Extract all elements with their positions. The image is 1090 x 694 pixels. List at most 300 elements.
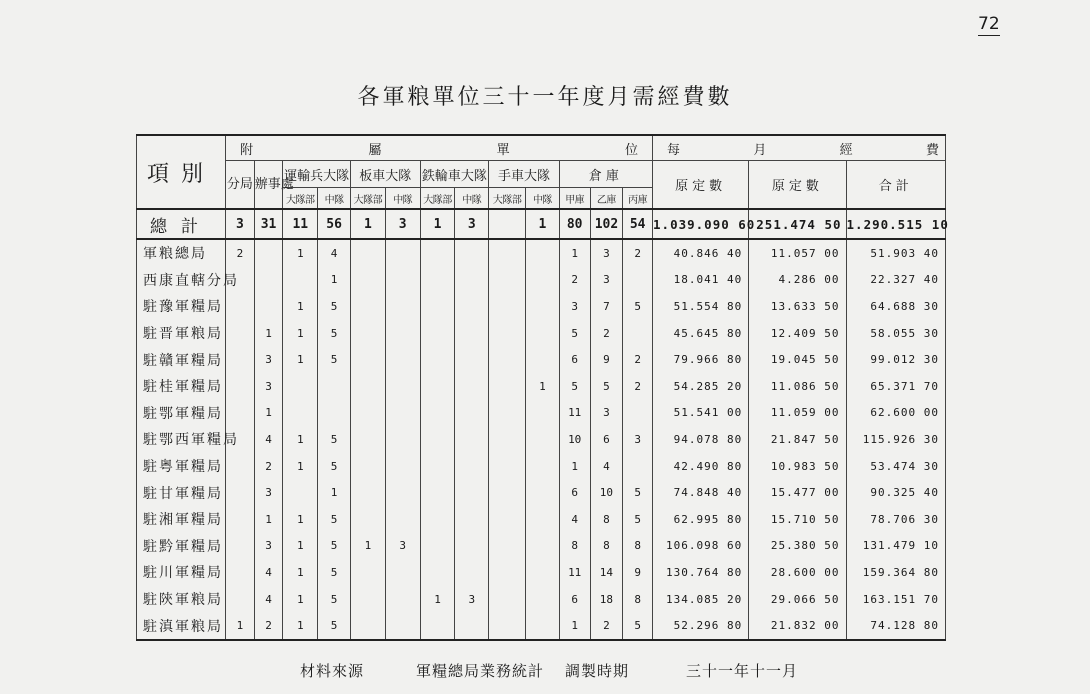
money-cell: 78.706 30 xyxy=(846,506,945,533)
count-cell xyxy=(283,267,318,294)
table-row xyxy=(137,559,946,586)
money-cell: 53.474 30 xyxy=(846,453,945,480)
table-row xyxy=(137,346,946,373)
count-cell: 2 xyxy=(590,320,623,347)
count-cell: 5 xyxy=(318,346,351,373)
total-cell: 1 xyxy=(420,209,455,239)
count-cell xyxy=(385,400,420,427)
count-cell: 18 xyxy=(590,586,623,613)
count-cell xyxy=(385,293,420,320)
count-cell xyxy=(420,559,455,586)
money-cell: 11.086 50 xyxy=(749,373,846,400)
count-cell: 5 xyxy=(318,559,351,586)
total-cell xyxy=(489,209,526,239)
count-cell xyxy=(385,586,420,613)
total-amount-header: 合計 xyxy=(846,161,945,210)
row-label: 駐川軍糧局 xyxy=(137,559,226,586)
count-cell: 2 xyxy=(226,239,255,267)
count-cell: 2 xyxy=(254,612,283,640)
count-cell xyxy=(226,373,255,400)
money-cell: 4.286 00 xyxy=(749,267,846,294)
money-cell: 11.059 00 xyxy=(749,400,846,427)
count-cell xyxy=(489,586,526,613)
money-cell: 25.380 50 xyxy=(749,533,846,560)
count-cell xyxy=(385,506,420,533)
count-cell xyxy=(350,239,385,267)
count-cell: 11 xyxy=(559,400,590,427)
count-cell xyxy=(526,479,560,506)
count-cell: 5 xyxy=(318,453,351,480)
count-cell xyxy=(283,373,318,400)
count-cell xyxy=(489,346,526,373)
count-cell xyxy=(623,320,653,347)
count-cell: 3 xyxy=(590,400,623,427)
count-cell xyxy=(385,453,420,480)
count-cell xyxy=(420,479,455,506)
count-cell xyxy=(350,426,385,453)
count-cell xyxy=(455,479,489,506)
count-cell: 1 xyxy=(283,453,318,480)
row-label: 駐湘軍糧局 xyxy=(137,506,226,533)
count-cell: 1 xyxy=(283,586,318,613)
date-label: 調製時期 xyxy=(565,662,630,680)
count-cell: 3 xyxy=(254,479,283,506)
money-cell: 79.966 80 xyxy=(653,346,749,373)
count-cell: 5 xyxy=(623,506,653,533)
count-cell: 1 xyxy=(559,453,590,480)
count-cell xyxy=(455,400,489,427)
table-row xyxy=(137,612,946,640)
count-cell xyxy=(526,586,560,613)
money-cell: 45.645 80 xyxy=(653,320,749,347)
count-cell: 10 xyxy=(590,479,623,506)
count-cell xyxy=(526,506,560,533)
count-cell xyxy=(420,400,455,427)
money-cell: 74.128 80 xyxy=(846,612,945,640)
money-cell: 65.371 70 xyxy=(846,373,945,400)
count-cell: 1 xyxy=(318,479,351,506)
total-cell: 1 xyxy=(526,209,560,239)
count-cell xyxy=(254,239,283,267)
count-cell: 3 xyxy=(590,239,623,267)
total-money-cell: 1.290.515 10 xyxy=(846,209,945,239)
total-cell: 3 xyxy=(226,209,255,239)
count-cell: 5 xyxy=(318,293,351,320)
railway-company-header: 中隊 xyxy=(455,188,489,210)
count-cell: 7 xyxy=(590,293,623,320)
count-cell xyxy=(455,346,489,373)
count-cell: 9 xyxy=(590,346,623,373)
table-row xyxy=(137,506,946,533)
count-cell: 2 xyxy=(254,453,283,480)
count-cell xyxy=(455,267,489,294)
count-cell xyxy=(385,479,420,506)
money-cell: 90.325 40 xyxy=(846,479,945,506)
count-cell xyxy=(455,506,489,533)
source-value: 軍糧總局業務統計 xyxy=(416,662,545,680)
count-cell: 8 xyxy=(590,506,623,533)
money-cell: 10.983 50 xyxy=(749,453,846,480)
subordinate-char: 單 xyxy=(496,142,510,158)
count-cell: 5 xyxy=(623,612,653,640)
count-cell xyxy=(455,453,489,480)
money-cell: 51.554 80 xyxy=(653,293,749,320)
monthly-expense-letters xyxy=(653,139,945,158)
count-cell xyxy=(350,293,385,320)
count-cell xyxy=(455,426,489,453)
count-cell: 5 xyxy=(318,586,351,613)
count-cell: 1 xyxy=(254,506,283,533)
count-cell xyxy=(254,267,283,294)
count-cell: 3 xyxy=(385,533,420,560)
count-cell xyxy=(420,533,455,560)
count-cell xyxy=(526,426,560,453)
subordinate-char: 附 xyxy=(240,142,254,158)
count-cell xyxy=(489,479,526,506)
count-cell xyxy=(350,400,385,427)
count-cell xyxy=(526,400,560,427)
count-cell: 5 xyxy=(318,506,351,533)
total-cell: 54 xyxy=(623,209,653,239)
table-row xyxy=(137,293,946,320)
count-cell xyxy=(385,559,420,586)
count-cell: 1 xyxy=(283,612,318,640)
money-cell: 58.055 30 xyxy=(846,320,945,347)
count-cell xyxy=(526,293,560,320)
count-cell: 8 xyxy=(559,533,590,560)
count-cell xyxy=(455,293,489,320)
count-cell xyxy=(420,506,455,533)
count-cell xyxy=(226,586,255,613)
money-cell: 99.012 30 xyxy=(846,346,945,373)
cart-company-header: 中隊 xyxy=(385,188,420,210)
count-cell: 10 xyxy=(559,426,590,453)
handcart-company-header: 中隊 xyxy=(526,188,560,210)
money-cell: 21.847 50 xyxy=(749,426,846,453)
count-cell: 3 xyxy=(254,373,283,400)
count-cell xyxy=(350,346,385,373)
count-cell: 14 xyxy=(590,559,623,586)
count-cell xyxy=(385,346,420,373)
warehouse-header: 倉庫 xyxy=(559,161,652,188)
count-cell xyxy=(350,373,385,400)
count-cell: 2 xyxy=(559,267,590,294)
count-cell: 8 xyxy=(590,533,623,560)
table-row xyxy=(137,267,946,294)
handcart-hq-header: 大隊部 xyxy=(489,188,526,210)
count-cell xyxy=(526,453,560,480)
count-cell xyxy=(420,453,455,480)
total-cell: 1 xyxy=(350,209,385,239)
cart-hq-header: 大隊部 xyxy=(350,188,385,210)
count-cell xyxy=(489,267,526,294)
count-cell: 4 xyxy=(254,426,283,453)
railway-battalion-header: 鉄輪車大隊 xyxy=(420,161,489,188)
row-label: 駐鄂西軍糧局 xyxy=(137,426,226,453)
count-cell: 5 xyxy=(318,320,351,347)
money-cell: 131.479 10 xyxy=(846,533,945,560)
count-cell: 1 xyxy=(283,533,318,560)
count-cell: 3 xyxy=(254,533,283,560)
count-cell: 1 xyxy=(226,612,255,640)
item-header: 項別 xyxy=(137,135,226,209)
count-cell xyxy=(385,612,420,640)
money-cell: 130.764 80 xyxy=(653,559,749,586)
count-cell: 4 xyxy=(254,559,283,586)
money-cell: 22.327 40 xyxy=(846,267,945,294)
count-cell xyxy=(385,239,420,267)
money-cell: 51.541 00 xyxy=(653,400,749,427)
count-cell xyxy=(526,346,560,373)
table-row xyxy=(137,479,946,506)
count-cell xyxy=(385,267,420,294)
count-cell xyxy=(455,239,489,267)
count-cell xyxy=(226,400,255,427)
count-cell xyxy=(489,373,526,400)
count-cell: 1 xyxy=(283,426,318,453)
subordinate-char: 屬 xyxy=(368,142,382,158)
count-cell xyxy=(350,267,385,294)
count-cell: 1 xyxy=(318,267,351,294)
count-cell xyxy=(623,453,653,480)
money-cell: 12.409 50 xyxy=(749,320,846,347)
count-cell xyxy=(526,612,560,640)
count-cell xyxy=(526,533,560,560)
total-row xyxy=(137,209,946,239)
office-header: 辦事處 xyxy=(254,161,283,210)
count-cell: 6 xyxy=(559,586,590,613)
count-cell xyxy=(420,267,455,294)
count-cell xyxy=(226,453,255,480)
table-row xyxy=(137,320,946,347)
count-cell xyxy=(385,320,420,347)
money-cell: 62.600 00 xyxy=(846,400,945,427)
money-cell: 52.296 80 xyxy=(653,612,749,640)
count-cell xyxy=(489,239,526,267)
row-label: 駐滇軍粮局 xyxy=(137,612,226,640)
count-cell: 2 xyxy=(590,612,623,640)
total-cell: 3 xyxy=(385,209,420,239)
count-cell xyxy=(226,320,255,347)
count-cell xyxy=(455,533,489,560)
count-cell xyxy=(318,373,351,400)
table-row xyxy=(137,533,946,560)
money-cell: 115.926 30 xyxy=(846,426,945,453)
count-cell: 4 xyxy=(559,506,590,533)
row-label: 駐豫軍糧局 xyxy=(137,293,226,320)
count-cell: 3 xyxy=(590,267,623,294)
money-cell: 40.846 40 xyxy=(653,239,749,267)
total-cell: 11 xyxy=(283,209,318,239)
table-row xyxy=(137,426,946,453)
count-cell xyxy=(226,533,255,560)
orig-amount-header-2: 原定數 xyxy=(749,161,846,210)
money-cell: 134.085 20 xyxy=(653,586,749,613)
money-cell: 11.057 00 xyxy=(749,239,846,267)
row-label: 軍粮總局 xyxy=(137,239,226,267)
total-cell: 56 xyxy=(318,209,351,239)
money-cell: 54.285 20 xyxy=(653,373,749,400)
table-body xyxy=(137,209,949,640)
count-cell xyxy=(489,506,526,533)
page-number: 72 xyxy=(978,14,1000,34)
transport-battalion-header: 運輸兵大隊 xyxy=(283,161,351,188)
count-cell: 1 xyxy=(283,239,318,267)
branch-bureau-header: 分局 xyxy=(226,161,255,210)
count-cell xyxy=(385,426,420,453)
money-cell: 94.078 80 xyxy=(653,426,749,453)
count-cell xyxy=(489,320,526,347)
count-cell: 6 xyxy=(590,426,623,453)
count-cell xyxy=(489,612,526,640)
money-cell: 64.688 30 xyxy=(846,293,945,320)
row-label: 西康直轄分局 xyxy=(137,267,226,294)
count-cell: 1 xyxy=(283,506,318,533)
money-cell: 15.710 50 xyxy=(749,506,846,533)
count-cell: 1 xyxy=(526,373,560,400)
count-cell xyxy=(283,479,318,506)
expense-table xyxy=(136,134,949,641)
count-cell xyxy=(489,293,526,320)
count-cell xyxy=(318,400,351,427)
cart-battalion-header: 板車大隊 xyxy=(350,161,420,188)
row-label: 駐鄂軍糧局 xyxy=(137,400,226,427)
total-money-cell: 1.039.090 60 xyxy=(653,209,749,239)
count-cell: 9 xyxy=(623,559,653,586)
row-label: 駐贛軍糧局 xyxy=(137,346,226,373)
row-label: 駐粤軍糧局 xyxy=(137,453,226,480)
count-cell xyxy=(455,373,489,400)
count-cell xyxy=(420,346,455,373)
count-cell: 3 xyxy=(623,426,653,453)
count-cell xyxy=(526,267,560,294)
expense-char: 經 xyxy=(839,142,853,158)
row-label: 駐桂軍糧局 xyxy=(137,373,226,400)
count-cell xyxy=(226,479,255,506)
count-cell xyxy=(420,612,455,640)
count-cell xyxy=(350,453,385,480)
money-cell: 13.633 50 xyxy=(749,293,846,320)
count-cell: 4 xyxy=(318,239,351,267)
footer xyxy=(0,660,1080,682)
count-cell xyxy=(420,320,455,347)
count-cell xyxy=(350,506,385,533)
orig-amount-header-1: 原定數 xyxy=(653,161,749,210)
count-cell: 5 xyxy=(318,533,351,560)
count-cell: 1 xyxy=(283,293,318,320)
count-cell: 4 xyxy=(254,586,283,613)
source-label: 材料來源 xyxy=(300,662,365,680)
money-cell: 19.045 50 xyxy=(749,346,846,373)
count-cell xyxy=(350,612,385,640)
count-cell xyxy=(254,293,283,320)
count-cell xyxy=(420,373,455,400)
count-cell: 2 xyxy=(623,346,653,373)
count-cell xyxy=(526,239,560,267)
count-cell: 1 xyxy=(283,346,318,373)
date-value: 三十一年十一月 xyxy=(686,662,799,680)
count-cell: 5 xyxy=(559,320,590,347)
money-cell: 106.098 60 xyxy=(653,533,749,560)
count-cell xyxy=(350,479,385,506)
expense-char: 每 xyxy=(667,142,681,158)
monthly-expense-header xyxy=(653,135,946,161)
count-cell: 8 xyxy=(623,533,653,560)
count-cell xyxy=(350,559,385,586)
table-row xyxy=(137,586,946,613)
count-cell: 1 xyxy=(254,320,283,347)
count-cell: 5 xyxy=(559,373,590,400)
count-cell: 5 xyxy=(318,612,351,640)
count-cell: 2 xyxy=(623,239,653,267)
count-cell: 3 xyxy=(455,586,489,613)
warehouse-c-header: 丙庫 xyxy=(623,188,653,210)
count-cell xyxy=(489,533,526,560)
count-cell xyxy=(489,426,526,453)
table-row xyxy=(137,400,946,427)
count-cell: 1 xyxy=(420,586,455,613)
total-label: 總計 xyxy=(137,209,226,239)
count-cell: 1 xyxy=(254,400,283,427)
count-cell: 5 xyxy=(623,293,653,320)
handcart-battalion-header: 手車大隊 xyxy=(489,161,560,188)
count-cell: 2 xyxy=(623,373,653,400)
transport-company-header: 中隊 xyxy=(318,188,351,210)
document-title: 各軍粮單位三十一年度月需經費數 xyxy=(357,85,733,110)
count-cell: 1 xyxy=(559,239,590,267)
count-cell xyxy=(226,346,255,373)
count-cell xyxy=(489,453,526,480)
count-cell xyxy=(489,400,526,427)
row-label: 駐陝軍粮局 xyxy=(137,586,226,613)
count-cell xyxy=(420,293,455,320)
count-cell: 6 xyxy=(559,346,590,373)
money-cell: 163.151 70 xyxy=(846,586,945,613)
count-cell xyxy=(350,320,385,347)
table-row xyxy=(137,453,946,480)
table-row xyxy=(137,373,946,400)
transport-hq-header: 大隊部 xyxy=(283,188,318,210)
count-cell xyxy=(526,559,560,586)
count-cell xyxy=(226,506,255,533)
count-cell xyxy=(623,400,653,427)
count-cell: 8 xyxy=(623,586,653,613)
money-cell: 18.041 40 xyxy=(653,267,749,294)
money-cell: 15.477 00 xyxy=(749,479,846,506)
money-cell: 28.600 00 xyxy=(749,559,846,586)
money-cell: 159.364 80 xyxy=(846,559,945,586)
count-cell xyxy=(226,293,255,320)
count-cell: 1 xyxy=(350,533,385,560)
row-label: 駐晋軍粮局 xyxy=(137,320,226,347)
count-cell: 1 xyxy=(559,612,590,640)
count-cell: 1 xyxy=(283,320,318,347)
money-cell: 62.995 80 xyxy=(653,506,749,533)
count-cell: 5 xyxy=(318,426,351,453)
total-cell: 31 xyxy=(254,209,283,239)
count-cell xyxy=(489,559,526,586)
total-cell: 3 xyxy=(455,209,489,239)
count-cell xyxy=(526,320,560,347)
total-cell: 102 xyxy=(590,209,623,239)
count-cell xyxy=(226,559,255,586)
total-money-cell: 251.474 50 xyxy=(749,209,846,239)
count-cell xyxy=(623,267,653,294)
count-cell xyxy=(455,320,489,347)
count-cell: 3 xyxy=(254,346,283,373)
row-label: 駐黔軍糧局 xyxy=(137,533,226,560)
count-cell xyxy=(455,612,489,640)
